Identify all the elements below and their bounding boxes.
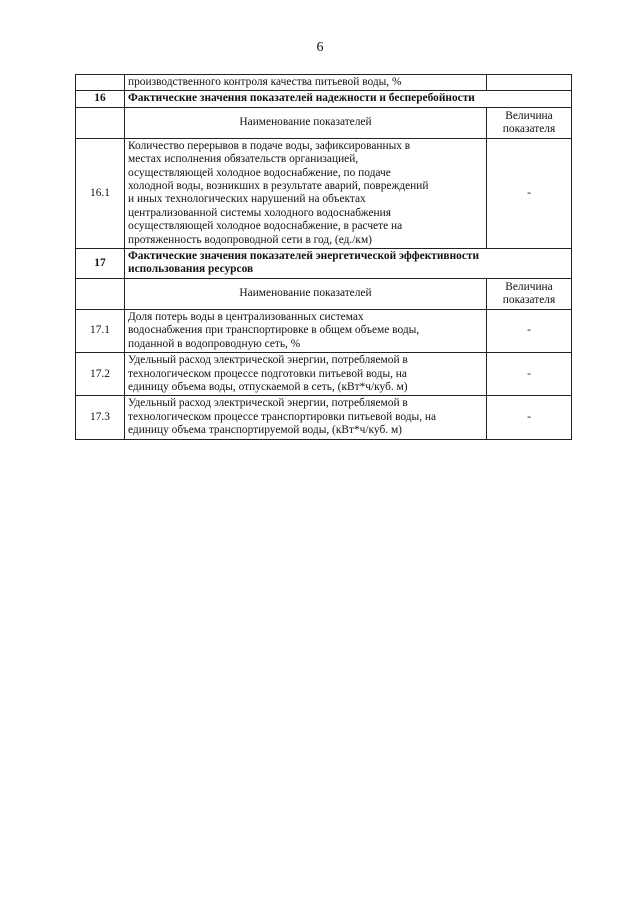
desc-line: холодной воды, возникших в результате аварий, повреждений — [128, 180, 429, 193]
table-row-16-1 — [76, 138, 572, 248]
section-title-line: Фактические значения показателей энергетической эффективности — [128, 250, 480, 263]
table-row-17-2 — [76, 353, 572, 396]
row-description — [125, 353, 487, 396]
row-number: 17.3 — [76, 396, 125, 439]
section-number: 17 — [76, 249, 125, 279]
header-name: Наименование показателей — [125, 107, 487, 138]
row-number: 17.1 — [76, 309, 125, 352]
section-17-title-row — [76, 249, 572, 279]
page-number: 6 — [316, 40, 324, 55]
section-number: 16 — [76, 91, 125, 107]
desc-line: единицу объема воды, отпускаемой в сеть, (кВт*ч/куб. м) — [128, 380, 408, 393]
desc-line: Удельный расход электрической энергии, потребляемой в — [128, 354, 408, 367]
row-value: - — [487, 353, 572, 396]
desc-line: технологическом процессе подготовки питьевой воды, на — [128, 367, 407, 380]
desc-line: поданной в водопроводную сеть, % — [128, 337, 301, 350]
desc-line: осуществляющей холодное водоснабжение, в расчете на — [128, 220, 403, 233]
desc-line: единицу объема транспортируемой воды, (кВт*ч/куб. м) — [128, 424, 402, 437]
header-value-line: показателя — [502, 122, 556, 135]
header-name: Наименование показателей — [125, 278, 487, 309]
row-description — [125, 309, 487, 352]
header-number-cell — [76, 107, 125, 138]
desc-line: осуществляющей холодное водоснабжение, по подаче — [128, 166, 391, 179]
desc-line: водоснабжения при транспортировке в общем объеме воды, — [128, 324, 420, 337]
section-16-header-row — [76, 107, 572, 138]
desc-line: технологическом процессе транспортировки питьевой воды, на — [128, 410, 437, 423]
header-number-cell — [76, 278, 125, 309]
continuation-text: производственного контроля качества питьевой воды, % — [125, 75, 487, 91]
section-16-title-row — [76, 91, 572, 107]
row-description — [125, 396, 487, 439]
table-row-continuation — [76, 75, 572, 91]
row-value: - — [487, 309, 572, 352]
header-value — [487, 278, 572, 309]
row-value: - — [487, 138, 572, 248]
desc-line: Удельный расход электрической энергии, потребляемой в — [128, 397, 408, 410]
desc-line: протяженность водопроводной сети в год, (ед./км) — [128, 233, 372, 246]
row-value: - — [487, 396, 572, 439]
row-value-cell — [487, 75, 572, 91]
header-value-line: Величина — [505, 280, 553, 293]
indicators-table — [75, 74, 572, 440]
table-row-17-3 — [76, 396, 572, 439]
header-value — [487, 107, 572, 138]
row-number: 16.1 — [76, 138, 125, 248]
section-title — [125, 249, 572, 279]
desc-line: централизованной системы холодного водоснабжения — [128, 206, 391, 219]
header-value-line: показателя — [502, 293, 556, 306]
header-value-line: Величина — [505, 109, 553, 122]
table-row-17-1 — [76, 309, 572, 352]
row-number-cell — [76, 75, 125, 91]
row-number: 17.2 — [76, 353, 125, 396]
section-title: Фактические значения показателей надежности и бесперебойности — [125, 91, 572, 107]
row-description — [125, 138, 487, 248]
section-title-line: использования ресурсов — [128, 263, 254, 276]
desc-line: местах исполнения обязательств организацией, — [128, 153, 359, 166]
desc-line: и иных технологических нарушений на объектах — [128, 193, 366, 206]
section-17-header-row — [76, 278, 572, 309]
desc-line: Доля потерь воды в централизованных системах — [128, 310, 364, 323]
desc-line: Количество перерывов в подаче воды, зафиксированных в — [128, 139, 411, 152]
